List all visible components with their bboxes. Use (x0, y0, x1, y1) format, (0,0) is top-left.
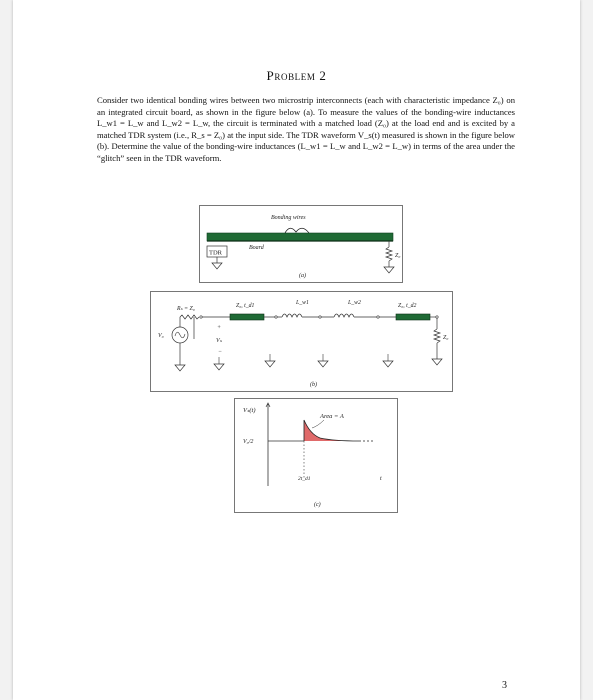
caption-b: (b) (310, 382, 317, 388)
x-axis-label: t (380, 476, 382, 482)
problem-title: Problem 2 (266, 68, 327, 83)
document-page (13, 0, 580, 700)
lw1-label: L_w1 (296, 300, 309, 306)
minus-label: − (218, 349, 223, 355)
caption-a: (a) (299, 273, 306, 279)
tdr-label: TDR (209, 249, 222, 257)
level-label: V₀/2 (243, 439, 254, 445)
caption-c: (c) (314, 502, 321, 508)
figure-a (199, 205, 403, 283)
figure-c (234, 398, 398, 513)
load-label: Z₀ (443, 335, 449, 341)
bonding-wires-label: Bonding wires (271, 215, 306, 221)
page-number: 3 (502, 680, 507, 691)
x-tick-label: 2t_d1 (298, 476, 311, 482)
problem-statement: Consider two identical bonding wires between two microstrip interconnects (each with characteristic impedance Z₀) on an integrated circuit board, as shown in the figure below (a). To measure the values of the bonding-wire inductances L_w1 = L_w and L_w2 = L_w, the circuit is terminated with a matched load (Z₀) at the load end and is excited by a matched TDR system (i.e., R_s = Z₀) at the input side. The TDR waveform V_s(t) measured is shown in the figure below (b). Determine the value of the bonding-wire inductances (L_w1 = L_w and L_w2 = L_w) in terms of the area under the “glitch” seen in the TDR waveform. (97, 95, 515, 163)
line2-label: Z₀, t_d2 (398, 303, 417, 309)
v0-label: V₀ (158, 333, 164, 339)
line1-label: Z₀, t_d1 (236, 303, 255, 309)
plus-label: + (217, 325, 222, 331)
lw2-label: L_w2 (348, 300, 361, 306)
figure-b (150, 291, 453, 392)
rs-label: Rₛ = Z₀ (177, 306, 195, 312)
board-label: Board (249, 245, 264, 251)
area-label: Area = A (320, 413, 344, 420)
y-axis-label: Vₛ(t) (243, 407, 256, 414)
load-label: Z₀ (395, 253, 401, 259)
vs-label: Vₛ (216, 338, 222, 344)
